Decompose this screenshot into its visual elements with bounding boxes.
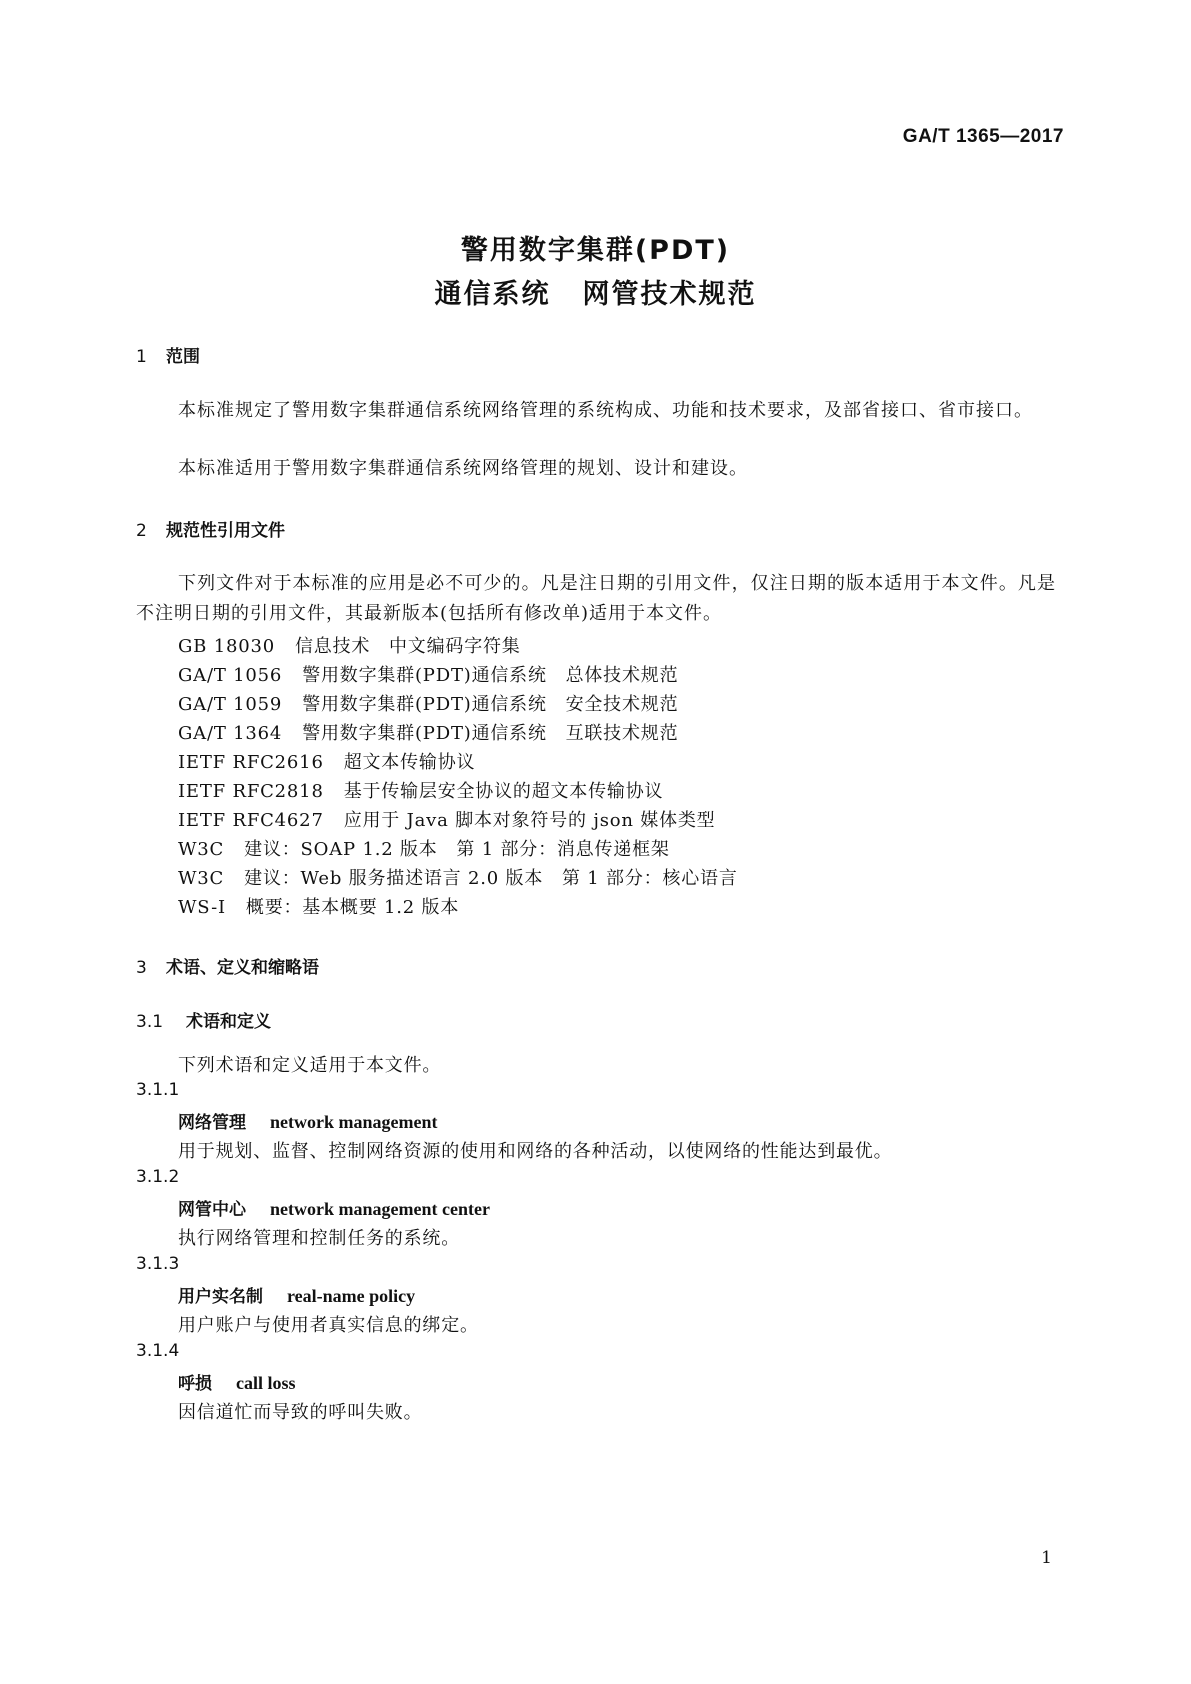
reference-code: GA/T 1364: [178, 723, 283, 744]
term-number: 3.1.3: [136, 1254, 180, 1274]
section-1-paragraph-2: 本标准适用于警用数字集群通信系统网络管理的规划、设计和建设。: [178, 458, 748, 479]
term-zh: 网络管理: [178, 1113, 246, 1133]
term-zh: 网管中心: [178, 1200, 246, 1220]
subsection-number: 3.1: [136, 1012, 164, 1032]
reference-code: GA/T 1056: [178, 665, 283, 686]
term-number: 3.1.1: [136, 1080, 180, 1100]
reference-code: GB 18030: [178, 636, 275, 657]
section-title: 术语、定义和缩略语: [166, 958, 319, 978]
term-definition: 因信道忙而导致的呼叫失败。: [178, 1402, 423, 1423]
title-line-1: 警用数字集群(PDT): [460, 235, 731, 266]
term-definition: 执行网络管理和控制任务的系统。: [178, 1228, 460, 1249]
section-number: 1: [136, 347, 147, 367]
reference-title: 信息技术 中文编码字符集: [295, 636, 521, 657]
reference-code: GA/T 1059: [178, 694, 283, 715]
section-2-heading: [136, 516, 285, 541]
reference-item: [178, 690, 678, 716]
term-heading: [178, 1282, 415, 1307]
reference-title: 应用于 Java 脚本对象符号的 json 媒体类型: [343, 810, 716, 831]
reference-title: 警用数字集群(PDT)通信系统 安全技术规范: [302, 694, 679, 715]
section-number: 2: [136, 521, 147, 541]
section-3-heading: [136, 953, 319, 978]
reference-title: 建议：SOAP 1.2 版本 第 1 部分：消息传递框架: [244, 839, 670, 860]
reference-item: [178, 661, 678, 687]
term-zh: 用户实名制: [178, 1287, 263, 1307]
reference-item: [178, 864, 738, 890]
reference-item: [178, 632, 521, 658]
subsection-3-1-heading: [136, 1007, 271, 1032]
term-heading: [178, 1369, 296, 1394]
reference-item: [178, 719, 678, 745]
reference-item: [178, 835, 670, 861]
term-heading: [178, 1195, 490, 1220]
reference-title: 概要：基本概要 1.2 版本: [245, 897, 460, 918]
reference-code: IETF RFC2818: [178, 781, 324, 802]
subsection-title: 术语和定义: [186, 1012, 271, 1032]
reference-code: W3C: [178, 868, 225, 889]
term-heading: [178, 1108, 437, 1133]
reference-code: W3C: [178, 839, 225, 860]
term-zh: 呼损: [178, 1374, 212, 1394]
reference-title: 建议：Web 服务描述语言 2.0 版本 第 1 部分：核心语言: [244, 868, 738, 889]
term-number: 3.1.2: [136, 1167, 180, 1187]
section-1-paragraph-1: 本标准规定了警用数字集群通信系统网络管理的系统构成、功能和技术要求，及部省接口、省市接口。: [178, 400, 1033, 421]
reference-title: 超文本传输协议: [343, 752, 476, 773]
document-number: GA/T 1365—2017: [902, 126, 1064, 147]
section-title: 范围: [166, 347, 200, 367]
term-definition: 用户账户与使用者真实信息的绑定。: [178, 1315, 479, 1336]
term-en: network management center: [270, 1199, 490, 1219]
reference-code: WS-I: [178, 897, 226, 918]
title-line-2: [0, 272, 1191, 311]
section-number: 3: [136, 958, 147, 978]
term-definition: 用于规划、监督、控制网络资源的使用和网络的各种活动，以使网络的性能达到最优。: [178, 1141, 893, 1162]
reference-code: IETF RFC4627: [178, 810, 324, 831]
page-number: 1: [1041, 1548, 1052, 1568]
reference-item: [178, 748, 475, 774]
reference-title: 基于传输层安全协议的超文本传输协议: [343, 781, 664, 802]
reference-title: 警用数字集群(PDT)通信系统 总体技术规范: [302, 665, 679, 686]
term-number: 3.1.4: [136, 1341, 180, 1361]
reference-item: [178, 777, 663, 803]
title-line-2-part-1: 通信系统: [434, 279, 551, 310]
terms-intro: 下列术语和定义适用于本文件。: [178, 1055, 442, 1076]
reference-code: IETF RFC2616: [178, 752, 324, 773]
term-en: call loss: [236, 1373, 296, 1393]
reference-item: [178, 806, 715, 832]
term-en: network management: [270, 1112, 438, 1132]
title-line-2-part-2: 网管技术规范: [582, 279, 757, 310]
reference-item: [178, 893, 459, 919]
section-title: 规范性引用文件: [166, 521, 285, 541]
section-2-paragraph-1: 下列文件对于本标准的应用是必不可少的。凡是注日期的引用文件，仅注日期的版本适用于本文件。凡是不注明日期的引用文件，其最新版本(包括所有修改单)适用于本文件。: [136, 573, 1056, 624]
term-en: real-name policy: [287, 1286, 416, 1306]
reference-title: 警用数字集群(PDT)通信系统 互联技术规范: [302, 723, 679, 744]
section-1-heading: [136, 342, 200, 367]
